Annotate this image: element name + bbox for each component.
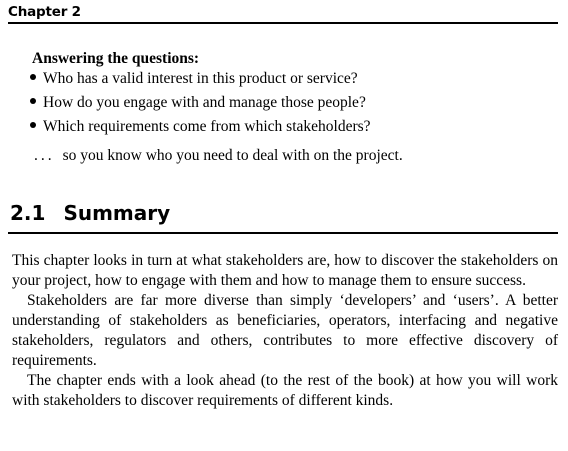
- section-title: Summary: [63, 201, 171, 225]
- header-rule: [8, 22, 558, 24]
- summary-body: [12, 251, 558, 411]
- paragraph: Stakeholders are far more diverse than simply ‘developers’ and ‘users’. A better understanding of stakeholders as beneficiaries, operators, interfacing and negative stakeholders, regulators and others, contributes to more effective discovery of requirements.: [12, 292, 558, 369]
- bullet-icon: [30, 74, 36, 80]
- paragraph: This chapter looks in turn at what stakeholders are, how to discover the stakeholders on your project, how to engage with them and how to manage them to ensure success.: [12, 252, 558, 289]
- section-rule: [8, 232, 558, 234]
- list-item-text: Who has a valid interest in this product or service?: [43, 70, 358, 87]
- intro-conclusion: [34, 147, 403, 165]
- list-item-text: How do you engage with and manage those people?: [43, 94, 366, 111]
- section-heading: [10, 201, 170, 225]
- list-item: [30, 69, 371, 93]
- running-head: Chapter 2: [8, 4, 81, 20]
- section-number: 2.1: [10, 201, 46, 225]
- question-list: [30, 69, 371, 141]
- paragraph: The chapter ends with a look ahead (to the rest of the book) at how you will work with stakeholders to discover requirements of different kinds.: [12, 372, 558, 409]
- bullet-icon: [30, 122, 36, 128]
- intro-conclusion-text: so you know who you need to deal with on the project.: [62, 147, 403, 164]
- list-item: [30, 93, 371, 117]
- ellipsis: ...: [34, 147, 55, 164]
- bullet-icon: [30, 98, 36, 104]
- list-item-text: Which requirements come from which stakeholders?: [43, 118, 371, 135]
- intro-heading: Answering the questions:: [32, 50, 200, 67]
- list-item: [30, 117, 371, 141]
